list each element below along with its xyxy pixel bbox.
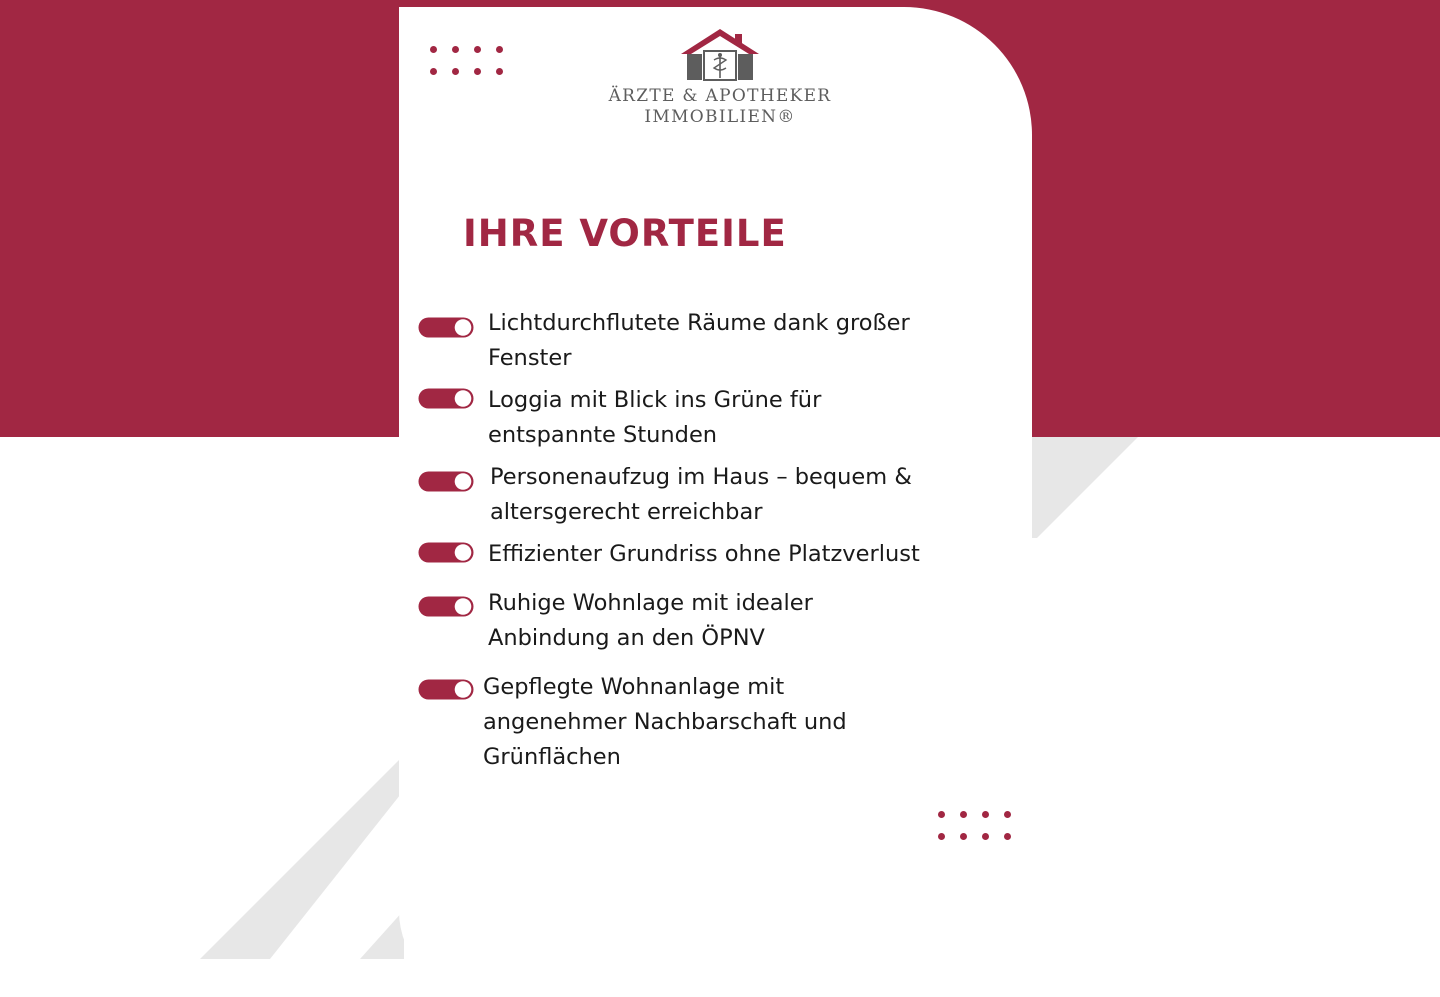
- toggle-on-icon: [418, 596, 474, 617]
- benefit-text: Personenaufzug im Haus – bequem & altersgerecht erreichbar: [490, 464, 912, 525]
- logo-text-line-1: ÄRZTE & APOTHEKER: [608, 86, 832, 106]
- toggle-on-icon: [418, 388, 474, 409]
- toggle-on-icon: [418, 317, 474, 338]
- benefit-item: [418, 586, 988, 676]
- decorative-dots-bottom: [938, 811, 1011, 840]
- benefit-text: Gepflegte Wohnanlage mit angenehmer Nachbarschaft und Grünflächen: [483, 674, 847, 770]
- benefit-text: Loggia mit Blick ins Grüne für entspannte Stunden: [488, 387, 822, 448]
- section-heading: IHRE VORTEILE: [463, 212, 787, 255]
- toggle-on-icon: [418, 679, 474, 700]
- toggle-on-icon: [418, 471, 474, 492]
- benefit-text: Ruhige Wohnlage mit idealer Anbindung an den ÖPNV: [488, 590, 813, 651]
- logo-text-line-2: IMMOBILIEN®: [644, 107, 796, 127]
- house-with-caduceus-icon: [680, 28, 760, 82]
- benefit-item: [418, 670, 988, 780]
- decorative-dots-top: [430, 46, 503, 75]
- benefit-text: Lichtdurchflutete Räume dank großer Fenster: [488, 310, 910, 371]
- company-logo: [600, 28, 840, 128]
- toggle-on-icon: [418, 542, 474, 563]
- benefit-text: Effizienter Grundriss ohne Platzverlust: [488, 541, 920, 567]
